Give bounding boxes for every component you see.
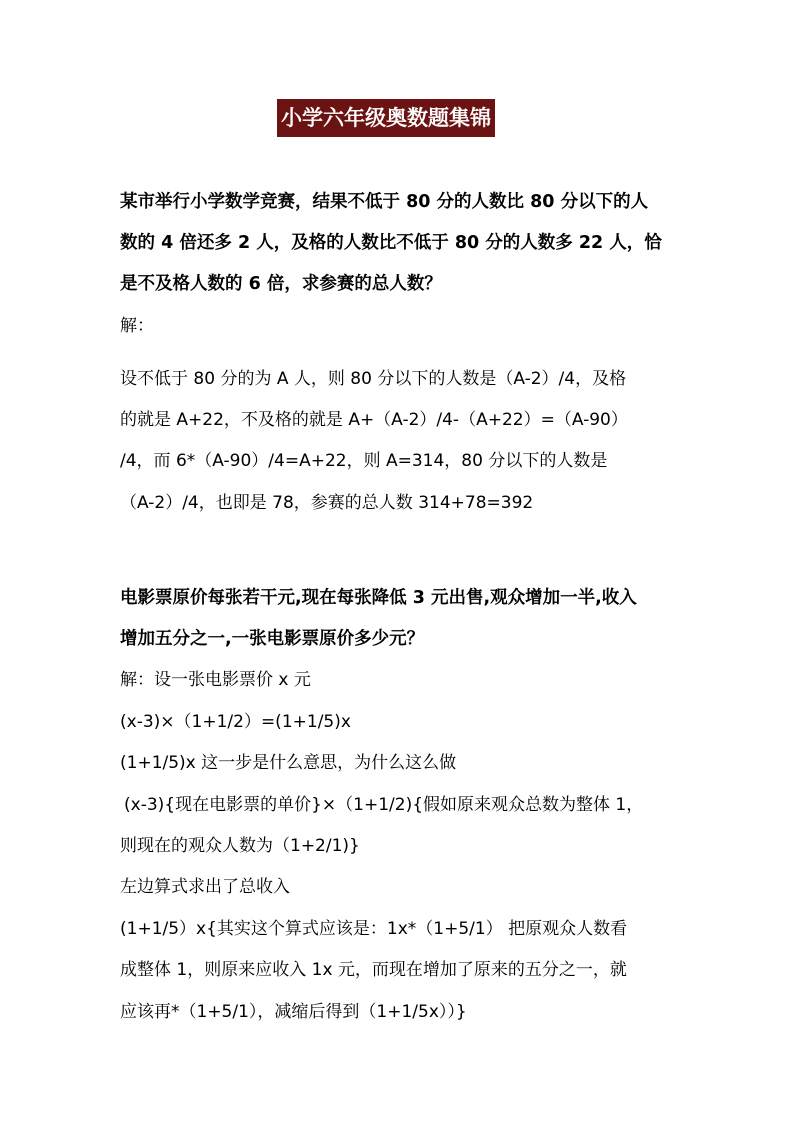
problem1-solution-line-3: /4，而 6*（A-90）/4=A+22，则 A=314，80 分以下的人数是 bbox=[120, 451, 608, 471]
problem2-solution-line-9: 应该再*（1+5/1），减缩后得到（1+1/5x））} bbox=[120, 1002, 467, 1022]
problem2-solution-line-2: (x-3)×（1+1/2）=(1+1/5)x bbox=[120, 712, 351, 732]
problem1-solution-line-4: （A-2）/4，也即是 78，参赛的总人数 314+78=392 bbox=[120, 493, 534, 513]
problem2-solution-line-5: 则现在的观众人数为（1+2/1)} bbox=[120, 836, 360, 856]
problem1-question-line-2: 数的 4 倍还多 2 人，及格的人数比不低于 80 分的人数多 22 人，恰 bbox=[120, 233, 662, 253]
problem1-solution-label: 解： bbox=[120, 316, 154, 336]
problem2-question-line-2: 增加五分之一,一张电影票原价多少元？ bbox=[120, 629, 425, 649]
problem1-question-line-3: 是不及格人数的 6 倍，求参赛的总人数？ bbox=[120, 274, 442, 294]
problem2-solution-line-8: 成整体 1，则原来应收入 1x 元，而现在增加了原来的五分之一，就 bbox=[120, 960, 627, 980]
problem2-solution-line-4: (x-3){现在电影票的单价}×（1+1/2){假如原来观众总数为整体 1， bbox=[124, 795, 644, 815]
page-title: 小学六年级奥数题集锦 bbox=[277, 99, 495, 137]
problem2-question-line-1: 电影票原价每张若干元,现在每张降低 3 元出售,观众增加一半,收入 bbox=[120, 588, 637, 608]
problem2-solution-line-6: 左边算式求出了总收入 bbox=[120, 877, 290, 897]
problem1-solution-line-1: 设不低于 80 分的为 A 人，则 80 分以下的人数是（A-2）/4，及格 bbox=[120, 369, 627, 389]
problem2-solution-line-1: 解：设一张电影票价 x 元 bbox=[120, 670, 311, 690]
problem2-solution-line-3: (1+1/5)x 这一步是什么意思，为什么这么做 bbox=[120, 753, 457, 773]
problem1-solution-line-2: 的就是 A+22，不及格的就是 A+（A-2）/4-（A+22）=（A-90） bbox=[120, 410, 628, 430]
problem2-solution-line-7: (1+1/5）x{其实这个算式应该是：1x*（1+5/1） 把原观众人数看 bbox=[120, 919, 628, 939]
problem1-question-line-1: 某市举行小学数学竞赛，结果不低于 80 分的人数比 80 分以下的人 bbox=[120, 192, 649, 212]
